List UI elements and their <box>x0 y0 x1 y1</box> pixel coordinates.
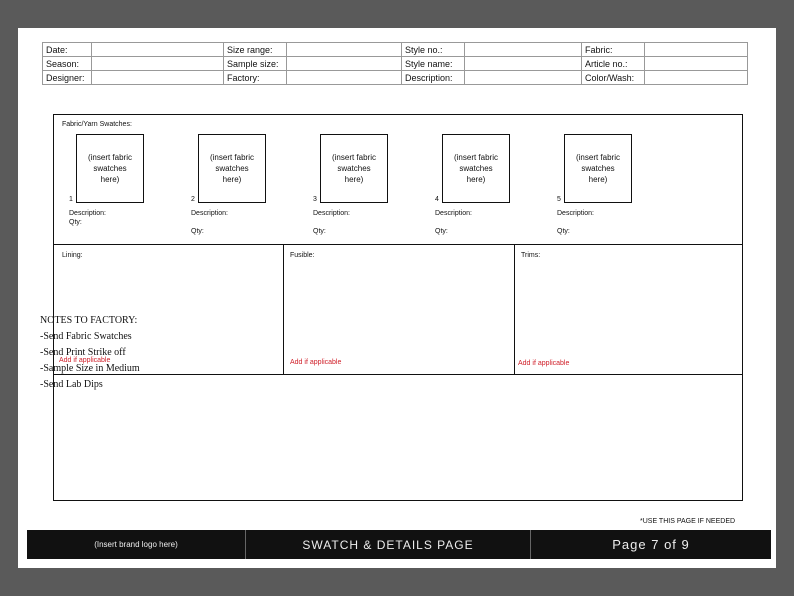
color-wash-label: Color/Wash: <box>582 71 645 85</box>
swatch-placeholder[interactable]: (insert fabric swatches here) <box>198 134 266 203</box>
header-row <box>43 57 748 71</box>
lining-note: Add if applicable <box>59 357 111 364</box>
header-row <box>43 71 748 85</box>
style-no-label: Style no.: <box>402 43 465 57</box>
swatch-description: Description: <box>557 210 594 217</box>
swatch-number: 5 <box>557 196 561 203</box>
trims-title: Trims: <box>521 252 541 259</box>
fabric-field[interactable] <box>645 43 748 57</box>
page-title: SWATCH & DETAILS PAGE <box>302 537 474 552</box>
brand-logo-placeholder: (Insert brand logo here) <box>94 540 178 549</box>
fabric-label: Fabric: <box>582 43 645 57</box>
notes-line: -Send Fabric Swatches <box>40 331 132 342</box>
trims-note: Add if applicable <box>518 360 570 367</box>
swatch-item <box>313 134 435 244</box>
footer-bar <box>27 530 771 559</box>
style-name-label: Style name: <box>402 57 465 71</box>
materials-section <box>54 244 742 375</box>
factory-field[interactable] <box>287 71 402 85</box>
notes-line: -Send Print Strike off <box>40 347 126 358</box>
lining-title: Lining: <box>62 252 83 259</box>
designer-label: Designer: <box>43 71 92 85</box>
swatch-placeholder[interactable]: (insert fabric swatches here) <box>76 134 144 203</box>
date-label: Date: <box>43 43 92 57</box>
details-box <box>53 114 743 501</box>
swatch-item <box>557 134 679 244</box>
notes-line: -Send Lab Dips <box>40 379 103 390</box>
page-sheet <box>18 28 776 568</box>
swatch-item <box>191 134 313 244</box>
swatch-placeholder[interactable]: (insert fabric swatches here) <box>442 134 510 203</box>
swatch-number: 2 <box>191 196 195 203</box>
notes-line: -Sample Size in Medium <box>40 363 140 374</box>
fusible-cell[interactable] <box>284 244 515 374</box>
article-no-label: Article no.: <box>582 57 645 71</box>
sample-size-field[interactable] <box>287 57 402 71</box>
season-field[interactable] <box>92 57 224 71</box>
swatch-placeholder[interactable]: (insert fabric swatches here) <box>564 134 632 203</box>
swatch-number: 4 <box>435 196 439 203</box>
swatch-description: Description: <box>435 210 472 217</box>
swatch-qty: Qty: <box>557 228 570 235</box>
page-number: Page 7 of 9 <box>612 537 690 552</box>
fusible-title: Fusible: <box>290 252 315 259</box>
swatch-item <box>435 134 557 244</box>
notes-title: NOTES TO FACTORY: <box>40 315 138 326</box>
size-range-label: Size range: <box>224 43 287 57</box>
trims-cell[interactable] <box>515 244 742 374</box>
swatch-section <box>54 115 742 245</box>
use-page-note: *USE THIS PAGE IF NEEDED <box>640 518 736 525</box>
description-label: Description: <box>402 71 465 85</box>
swatch-description: Description: <box>191 210 228 217</box>
swatch-qty: Qty: <box>313 228 326 235</box>
header-row <box>43 43 748 57</box>
season-label: Season: <box>43 57 92 71</box>
size-range-field[interactable] <box>287 43 402 57</box>
sample-size-label: Sample size: <box>224 57 287 71</box>
date-field[interactable] <box>92 43 224 57</box>
header-table <box>42 42 748 85</box>
style-no-field[interactable] <box>465 43 582 57</box>
color-wash-field[interactable] <box>645 71 748 85</box>
style-name-field[interactable] <box>465 57 582 71</box>
swatch-number: 1 <box>69 196 73 203</box>
designer-field[interactable] <box>92 71 224 85</box>
swatch-description: Description: <box>69 210 106 217</box>
description-field[interactable] <box>465 71 582 85</box>
swatch-description: Description: <box>313 210 350 217</box>
fusible-note: Add if applicable <box>290 359 342 366</box>
swatch-item <box>69 134 191 244</box>
factory-notes <box>40 313 140 393</box>
swatch-number: 3 <box>313 196 317 203</box>
swatch-qty: Qty: <box>435 228 448 235</box>
factory-label: Factory: <box>224 71 287 85</box>
article-no-field[interactable] <box>645 57 748 71</box>
swatch-qty: Qty: <box>69 219 82 226</box>
swatch-section-title: Fabric/Yarn Swatches: <box>62 121 132 128</box>
swatch-placeholder[interactable]: (insert fabric swatches here) <box>320 134 388 203</box>
swatch-qty: Qty: <box>191 228 204 235</box>
